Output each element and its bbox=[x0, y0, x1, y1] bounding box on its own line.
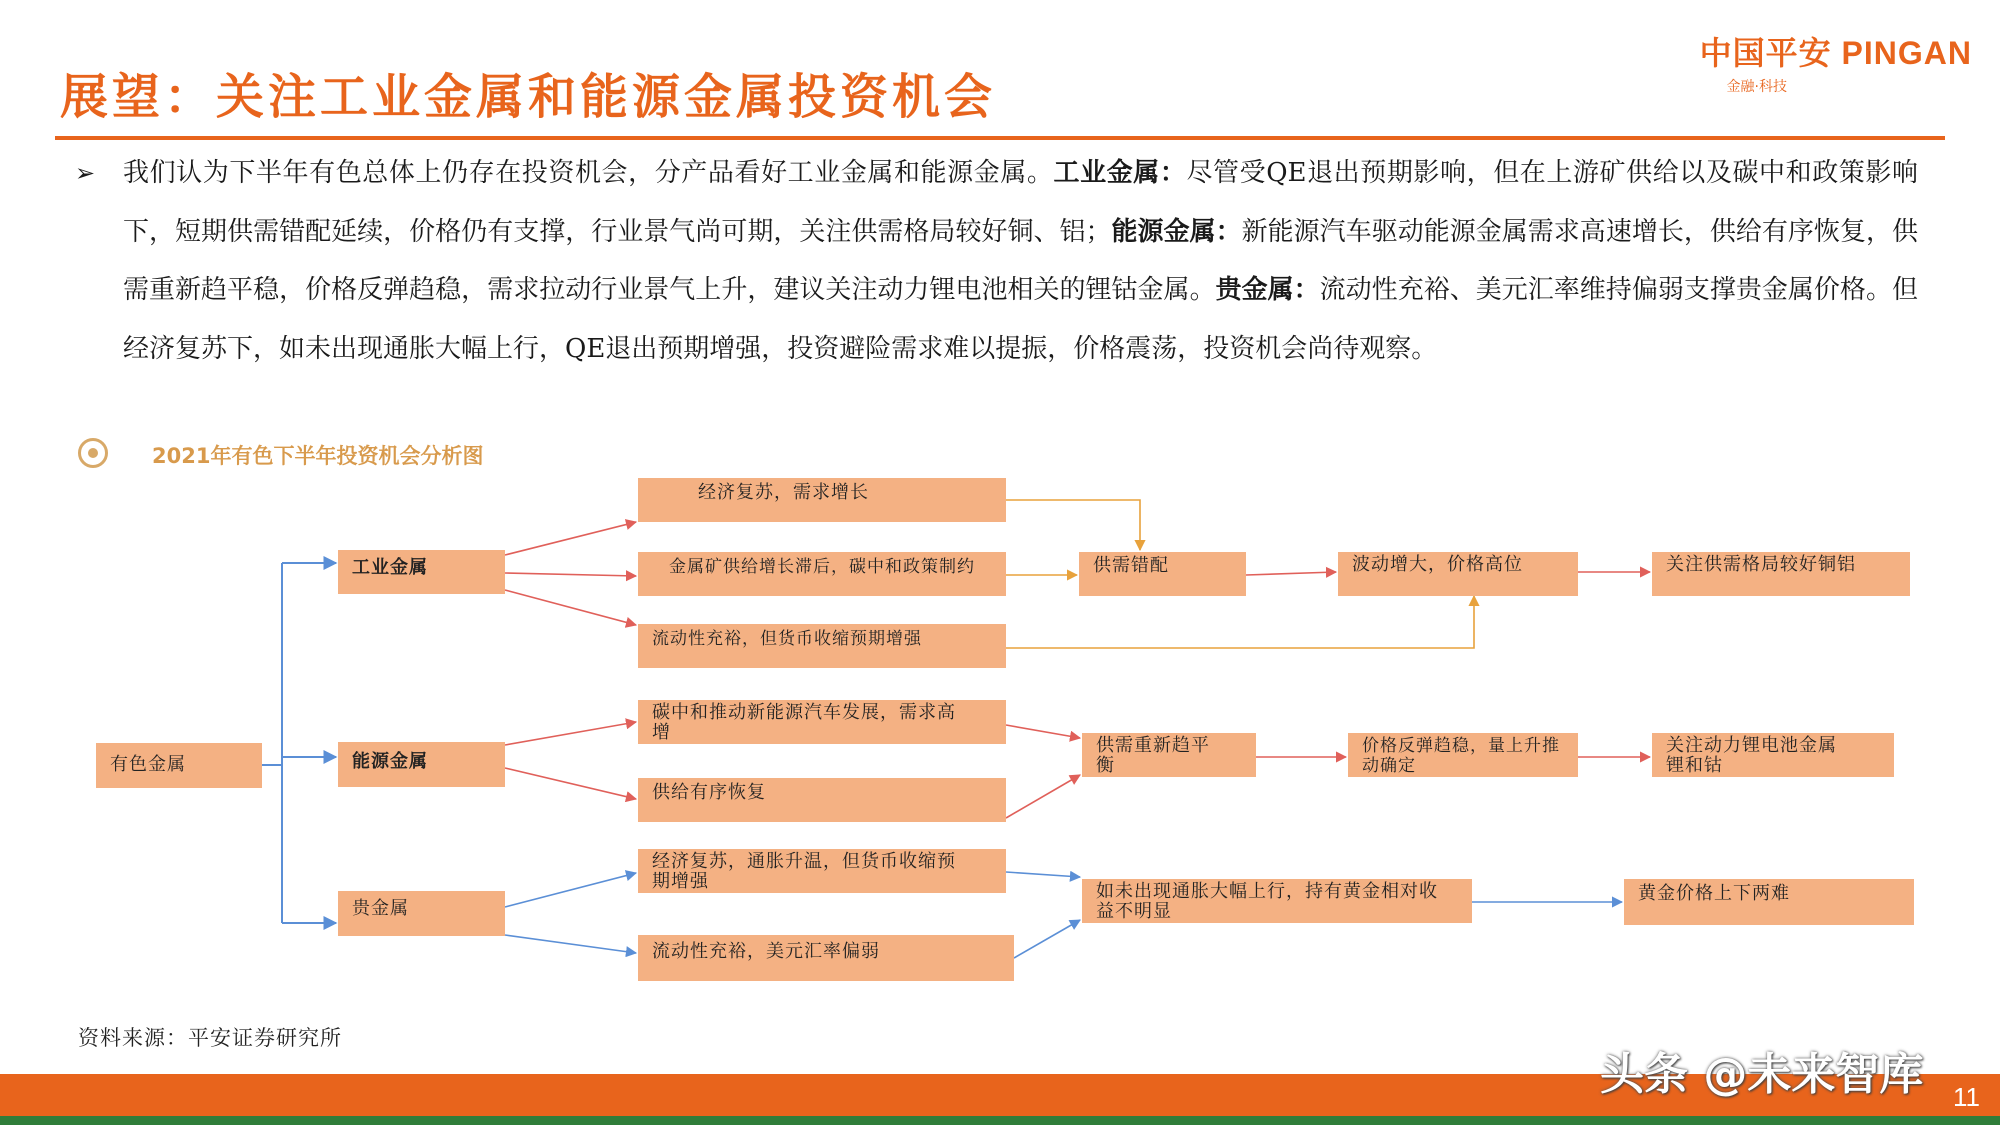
summary-heading-industrial: 工业金属： bbox=[1053, 158, 1187, 188]
node-industrial-liquidity bbox=[638, 624, 1006, 668]
summary-segment: 新能源汽车驱动能源金属需求高速增长，供给有序恢复，供需重新趋平稳，价格反弹趋稳，需求拉动行业景气上升，建议关注动力锂电池相关的锂钴金属。 bbox=[123, 216, 1918, 305]
footer-accent-strip bbox=[0, 1116, 2000, 1125]
node-energy-supply-recovery bbox=[638, 778, 1006, 822]
summary-heading-precious: 贵金属： bbox=[1215, 275, 1320, 305]
node-label: 关注供需格局较好铜铝 bbox=[1666, 554, 1856, 575]
node-label: 有色金属 bbox=[110, 754, 186, 775]
source-note: 资料来源：平安证券研究所 bbox=[78, 1026, 342, 1050]
node-energy bbox=[338, 742, 505, 787]
node-industrial bbox=[338, 550, 505, 594]
node-energy-ev-demand bbox=[638, 700, 1006, 744]
node-label: 经济复苏，通胀升温，但货币收缩预期增强 bbox=[652, 851, 956, 892]
node-rebalance bbox=[1082, 733, 1256, 777]
node-label: 能源金属 bbox=[352, 751, 428, 772]
node-focus-lithium-cobalt bbox=[1652, 733, 1894, 777]
node-label: 价格反弹趋稳，量上升推动确定 bbox=[1362, 736, 1560, 776]
node-volatility-high-price bbox=[1338, 552, 1578, 596]
logo-main-text: 中国平安 PINGAN bbox=[1699, 35, 1972, 71]
node-label: 供需重新趋平衡 bbox=[1096, 735, 1210, 776]
node-label: 金属矿供给增长滞后，碳中和政策制约 bbox=[669, 557, 975, 577]
summary-segment: 流动性充裕、美元汇率维持偏弱支撑贵金属价格。但经济复苏下，如未出现通胀大幅上行，QE退出预期增强，投资避险需求难以提振，价格震荡，投资机会尚待观察。 bbox=[123, 275, 1918, 364]
node-label: 供需错配 bbox=[1093, 555, 1169, 576]
node-label: 工业金属 bbox=[352, 557, 428, 578]
node-label: 波动增大，价格高位 bbox=[1352, 554, 1523, 575]
root-connector bbox=[262, 563, 336, 923]
logo-tagline: 金融·科技 bbox=[1726, 79, 1787, 95]
summary-segment: 我们认为下半年有色总体上仍存在投资机会，分产品看好工业金属和能源金属。 bbox=[123, 158, 1054, 188]
node-precious bbox=[338, 891, 505, 936]
bullet-arrow-icon: ➢ bbox=[75, 159, 96, 187]
node-label: 如未出现通胀大幅上行，持有黄金相对收益不明显 bbox=[1096, 881, 1438, 922]
node-gold-price-dilemma bbox=[1624, 879, 1914, 925]
node-precious-recovery bbox=[638, 849, 1006, 893]
node-precious-liquidity bbox=[638, 935, 1014, 981]
node-label: 供给有序恢复 bbox=[652, 782, 766, 803]
node-label: 贵金属 bbox=[352, 898, 409, 919]
node-label: 流动性充裕，但货币收缩预期增强 bbox=[652, 629, 922, 649]
node-supply-demand-mismatch bbox=[1079, 552, 1246, 596]
node-label: 经济复苏，需求增长 bbox=[698, 482, 869, 503]
figure-caption-text: 2021年有色下半年投资机会分析图 bbox=[152, 444, 484, 468]
node-inflation-condition bbox=[1082, 879, 1472, 923]
watermark: 头条 @未来智库 bbox=[1600, 1049, 1924, 1100]
node-industrial-supply bbox=[638, 552, 1006, 596]
page-title: 展望：关注工业金属和能源金属投资机会 bbox=[60, 69, 997, 125]
summary-heading-energy: 能源金属： bbox=[1111, 216, 1242, 247]
node-root bbox=[96, 743, 262, 788]
node-price-rebound bbox=[1348, 733, 1578, 777]
node-label: 黄金价格上下两难 bbox=[1638, 883, 1790, 904]
node-label: 碳中和推动新能源汽车发展，需求高增 bbox=[652, 702, 956, 743]
node-focus-copper-aluminum bbox=[1652, 552, 1910, 596]
node-label: 关注动力锂电池金属锂和钴 bbox=[1666, 735, 1837, 776]
node-label: 流动性充裕，美元汇率偏弱 bbox=[652, 941, 880, 962]
page-number: 11 bbox=[1953, 1082, 1980, 1112]
node-industrial-demand bbox=[638, 478, 1006, 522]
summary-segment: 尽管受QE退出预期影响，但在上游矿供给以及碳中和政策影响下，短期供需错配延续，价格仍有支撑，行业景气尚可期，关注供需格局较好铜、铝； bbox=[123, 158, 1918, 247]
